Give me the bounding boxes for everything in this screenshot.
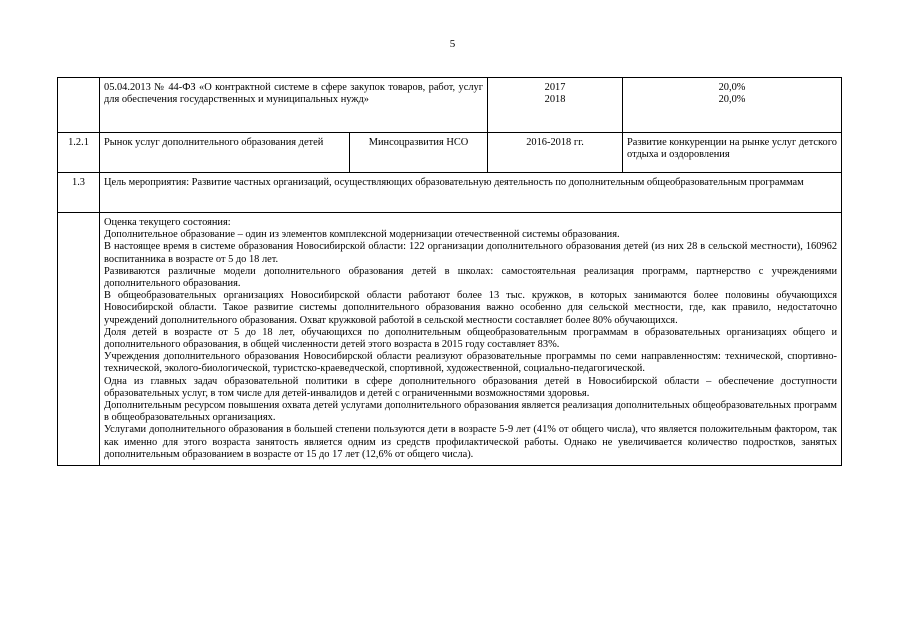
year-2018: 2018 <box>544 94 566 106</box>
percent-cell <box>623 78 842 133</box>
page-number: 5 <box>449 38 456 50</box>
assessment-paragraph: Доля детей в возрасте от 5 до 18 лет, обучающихся по дополнительным общеобразовательным программам в образовательных организациях общего и дополнительного образования, в общей численности детей этого возраста в 2015 году составляет 83%. <box>104 326 838 351</box>
table-row <box>58 133 842 173</box>
row-number-cell: 1.3 <box>58 173 100 213</box>
assessment-paragraph: Одна из главных задач образовательной политики в сфере дополнительного образования детей в Новосибирской области – обеспечение доступности образовательных услуг, в том числе для детей-инвалидов и детей с ограниченными возможностями здоровья. <box>104 375 838 399</box>
assessment-paragraph: В общеобразовательных организациях Новосибирской области работают более 13 тыс. кружков, в которых занимаются более половины обучающихся Новосибирской области. Такое развитие системы дополнительного образования важно особенно для сельской местности, где, как правило, недостаточно учреждений дополнительного образования. Охват кружковой работой в сельской местности составляет более 80% обучающихся. <box>104 290 838 326</box>
percent-value-1: 20,0% <box>718 82 746 93</box>
assessment-paragraph: Учреждения дополнительного образования Новосибирской области реализуют образовательные программы по семи направленностям: технической, спортивно-технической, эколого-биологической, туристско-краеведческой, спортивной, художественной, социально-педагогической. <box>104 351 838 375</box>
assessment-paragraph: В настоящее время в системе образования Новосибирской области: 122 организации дополнительного образования детей (из них 28 в сельской местности), 160962 воспитанника в возрасте от 5 до 18 лет. <box>104 241 838 265</box>
table-row <box>58 173 842 213</box>
period-cell: 2016-2018 гг. <box>488 133 623 173</box>
goal-cell: Цель мероприятия: Развитие частных организаций, осуществляющих образовательную деятельность по дополнительным общеобразовательным программам <box>100 173 842 213</box>
row-number-cell <box>58 78 100 133</box>
assessment-heading: Оценка текущего состояния: <box>104 217 231 228</box>
assessment-paragraph: Дополнительным ресурсом повышения охвата детей услугами дополнительного образования является реализация дополнительных общеобразовательных программ в общеобразовательных организациях. <box>104 400 838 424</box>
result-cell: Развитие конкуренции на рынке услуг детского отдыха и оздоровления <box>623 133 842 173</box>
table-row <box>58 78 842 133</box>
market-name-cell: Рынок услуг дополнительного образования детей <box>100 133 350 173</box>
measures-table <box>57 77 842 466</box>
assessment-paragraph: Дополнительное образование – один из элементов комплексной модернизации отечественной системы образования. <box>104 229 620 241</box>
percent-value-2: 20,0% <box>718 94 746 106</box>
table-row <box>58 213 842 466</box>
assessment-paragraph: Развиваются различные модели дополнительного образования детей в школах: самостоятельная реализация программ, партнерство с учреждениями дополнительного образования. <box>104 265 838 290</box>
assessment-cell <box>100 213 842 466</box>
row-number-cell <box>58 213 100 466</box>
law-reference-cell: 05.04.2013 № 44-ФЗ «О контрактной системе в сфере закупок товаров, работ, услуг для обеспечения государственных и муниципальных нужд» <box>100 78 488 133</box>
years-cell <box>488 78 623 133</box>
year-2017: 2017 <box>544 82 566 93</box>
row-number-cell: 1.2.1 <box>58 133 100 173</box>
ministry-cell: Минсоцразвития НСО <box>350 133 488 173</box>
assessment-paragraph: Услугами дополнительного образования в большей степени пользуются дети в возрасте 5-9 лет (41% от общего числа), что является положительным фактором, так как именно для этого возраста занятость является одним из средств профилактической работы. Однако не увеличивается количество подростков, занятых дополнительным образованием в возрасте от 15 до 17 лет (12,6% от общего числа). <box>104 424 838 460</box>
